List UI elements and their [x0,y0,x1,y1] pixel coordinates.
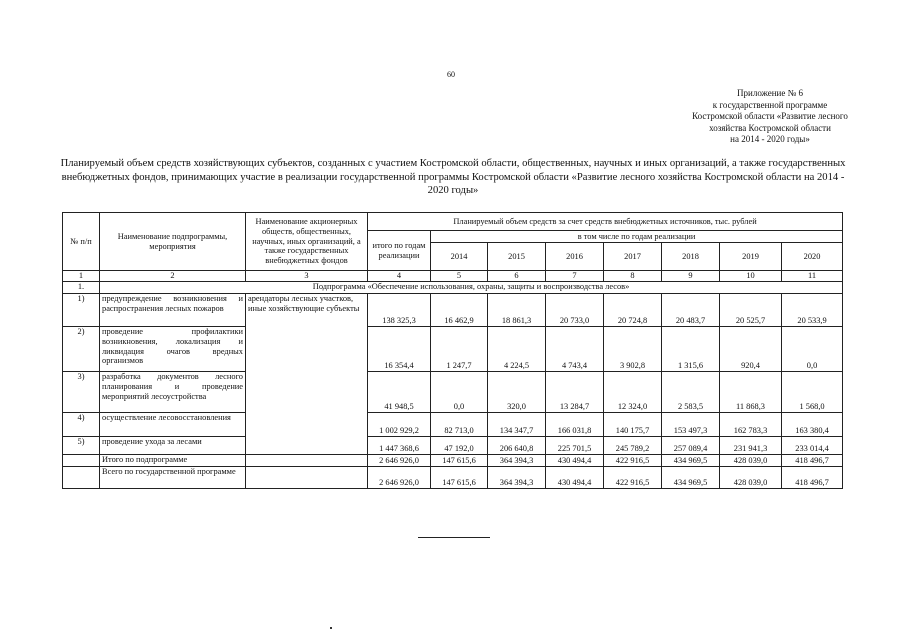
value-cell: 20 724,8 [604,294,662,327]
total-value: 422 916,5 [604,455,662,467]
header-total: итого по годам реализации [368,231,431,271]
total-value: 428 039,0 [720,455,782,467]
row-name: разработка документов лесного планирования и проведение мероприятий лесоустройства [100,372,246,413]
header-year: 2015 [488,243,546,271]
value-cell: 231 941,3 [720,437,782,455]
value-cell: 4 224,5 [488,327,546,372]
title-line: 2020 годы» [427,185,479,196]
value-cell: 20 533,9 [782,294,843,327]
header-year: 2016 [546,243,604,271]
col-number: 6 [488,271,546,282]
appendix-line: на 2014 - 2020 годы» [730,134,810,144]
table-row [63,327,843,372]
total-value: 418 496,7 [782,455,843,467]
value-cell: 16 354,4 [368,327,431,372]
table-row [63,372,843,413]
grand-total-value: 430 494,4 [546,467,604,489]
row-num: 4) [63,413,100,437]
value-cell: 1 568,0 [782,372,843,413]
header-planned: Планируемый объем средств за счет средств внебюджетных источников, тыс. рублей [368,213,843,231]
subprogram-title: Подпрограмма «Обеспечение использования, охраны, защиты и воспроизводства лесов» [100,282,843,294]
value-cell: 47 192,0 [431,437,488,455]
value-cell: 82 713,0 [431,413,488,437]
row-name: проведение профилактики возникновения, локализация и ликвидация очагов вредных организмов [100,327,246,372]
value-cell: 225 701,5 [546,437,604,455]
header-name: Наименование подпрограммы, мероприятия [100,213,246,271]
scan-dot [330,627,332,629]
value-cell: 140 175,7 [604,413,662,437]
value-cell: 134 347,7 [488,413,546,437]
empty-cell [246,455,368,467]
value-cell: 1 247,7 [431,327,488,372]
value-cell: 18 861,3 [488,294,546,327]
header-num: № п/п [63,213,100,271]
value-cell: 3 902,8 [604,327,662,372]
grand-total-label: Всего по государственной программе [100,467,246,489]
column-number-row [63,271,843,282]
value-cell: 20 483,7 [662,294,720,327]
value-cell: 257 089,4 [662,437,720,455]
value-cell: 1 315,6 [662,327,720,372]
col-number: 4 [368,271,431,282]
header-year: 2020 [782,243,843,271]
appendix-line: Приложение № 6 [737,88,803,98]
appendix-line: к государственной программе [712,99,828,110]
value-cell: 16 462,9 [431,294,488,327]
value-cell: 1 447 368,6 [368,437,431,455]
total-label: Итого по подпрограмме [100,455,246,467]
value-cell: 153 497,3 [662,413,720,437]
col-number: 7 [546,271,604,282]
col-number: 1 [63,271,100,282]
header-year: 2017 [604,243,662,271]
appendix-line: хозяйства Костромской области [709,122,831,133]
total-value: 430 494,4 [546,455,604,467]
value-cell: 166 031,8 [546,413,604,437]
row-num: 3) [63,372,100,413]
org-cell: арендаторы лесных участков, иные хозяйствующие субъекты [246,294,368,455]
total-value: 2 646 926,0 [368,455,431,467]
footer-divider [418,537,490,538]
grand-total-value: 418 496,7 [782,467,843,489]
title-line: Планируемый объем средств хозяйствующих субъектов, созданных с участием Костромской области, общественных, научных и иных организаций, а также государственных [60,158,846,169]
empty-cell [246,467,368,489]
value-cell: 4 743,4 [546,327,604,372]
value-cell: 2 583,5 [662,372,720,413]
value-cell: 13 284,7 [546,372,604,413]
value-cell: 163 380,4 [782,413,843,437]
value-cell: 11 868,3 [720,372,782,413]
col-number: 2 [100,271,246,282]
grand-total-value: 147 615,6 [431,467,488,489]
value-cell: 138 325,3 [368,294,431,327]
value-cell: 1 002 929,2 [368,413,431,437]
col-number: 3 [246,271,368,282]
header-org: Наименование акционерных обществ, общественных, научных, иных организаций, а также государственных внебюджетных фондов [246,213,368,271]
funding-table [62,212,843,489]
page-number: 60 [447,70,455,79]
row-num: 1) [63,294,100,327]
row-name: предупреждение возникновения и распространения лесных пожаров [100,294,246,327]
table-row [63,413,843,437]
value-cell: 233 014,4 [782,437,843,455]
row-num: 2) [63,327,100,372]
col-number: 9 [662,271,720,282]
grand-total-row [63,467,843,489]
value-cell: 206 640,8 [488,437,546,455]
value-cell: 41 948,5 [368,372,431,413]
row-name: осуществление лесовосстановления [100,413,246,437]
header-by-year: в том числе по годам реализации [431,231,843,243]
total-row [63,455,843,467]
empty-cell [63,467,100,489]
subprogram-num: 1. [63,282,100,294]
value-cell: 0,0 [431,372,488,413]
header-year: 2014 [431,243,488,271]
row-num: 5) [63,437,100,455]
row-name: проведение ухода за лесами [100,437,246,455]
total-value: 434 969,5 [662,455,720,467]
value-cell: 20 733,0 [546,294,604,327]
col-number: 10 [720,271,782,282]
header-year: 2018 [662,243,720,271]
value-cell: 12 324,0 [604,372,662,413]
grand-total-value: 364 394,3 [488,467,546,489]
document-title [58,157,848,198]
subprogram-row [63,282,843,294]
empty-cell [63,455,100,467]
value-cell: 920,4 [720,327,782,372]
grand-total-value: 2 646 926,0 [368,467,431,489]
col-number: 5 [431,271,488,282]
grand-total-value: 434 969,5 [662,467,720,489]
table-row [63,437,843,455]
appendix-note [660,88,880,146]
col-number: 11 [782,271,843,282]
table-row [63,294,843,327]
header-year: 2019 [720,243,782,271]
title-line: внебюджетных фондов, принимающих участие в реализации государственной программы Костромской области «Развитие лесного хозяйства Костромской области на 2014 - [61,171,845,183]
value-cell: 162 783,3 [720,413,782,437]
grand-total-value: 428 039,0 [720,467,782,489]
value-cell: 320,0 [488,372,546,413]
value-cell: 0,0 [782,327,843,372]
total-value: 364 394,3 [488,455,546,467]
col-number: 8 [604,271,662,282]
value-cell: 20 525,7 [720,294,782,327]
appendix-line: Костромской области «Развитие лесного [692,111,848,121]
total-value: 147 615,6 [431,455,488,467]
grand-total-value: 422 916,5 [604,467,662,489]
value-cell: 245 789,2 [604,437,662,455]
